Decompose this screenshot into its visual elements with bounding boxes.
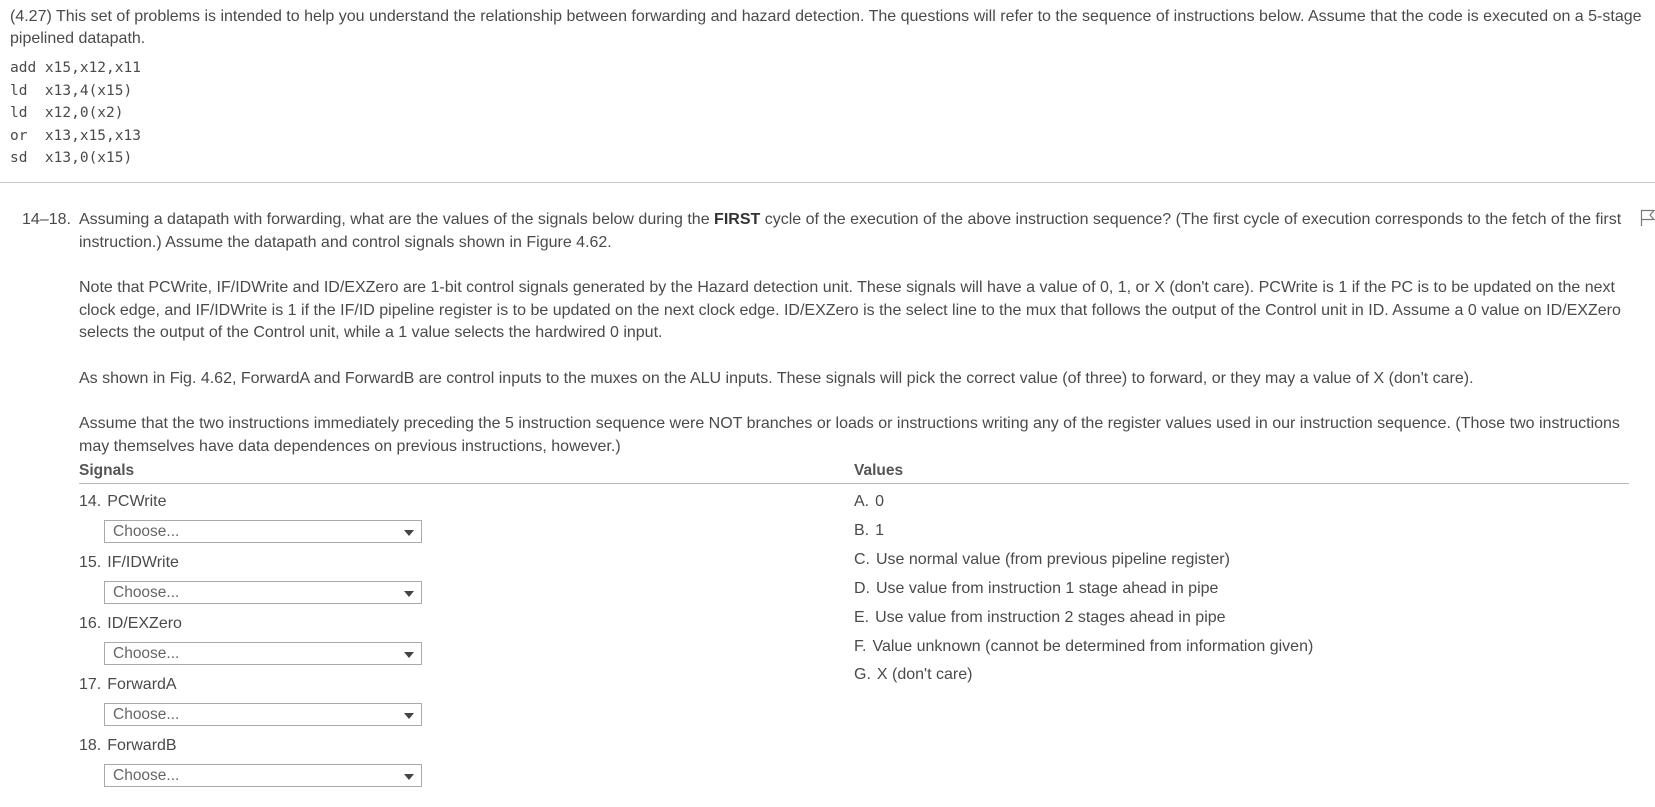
value-option xyxy=(854,665,972,685)
signal-pcwrite xyxy=(79,492,180,540)
question-paragraph-1: Assuming a datapath with forwarding, what are the values of the signals below during the FIRST cycle of the execution of the above instruction sequence? (The first cycle of execution corresponds to the fetch of the first instruction.) Assume the datapath and control signals shown in Figure 4.62. xyxy=(79,211,1622,251)
select-placeholder: Choose... xyxy=(113,584,180,601)
value-text: X (don't care) xyxy=(876,666,973,683)
question-paragraph-3: As shown in Fig. 4.62, ForwardA and ForwardB are control inputs to the muxes on the ALU inputs. These signals will pick the correct value (of three) to forward, or they may a value of X (don't care). xyxy=(79,369,1474,387)
value-letter: G. xyxy=(854,666,871,683)
value-letter: C. xyxy=(854,551,870,568)
problem-intro: (4.27) This set of problems is intended to help you understand the relationship between forwarding and hazard detection. The questions will refer to the sequence of instructions below. Assume that the code is executed on a 5-stage pipelined datapath. xyxy=(10,8,1642,47)
signal-forwardb xyxy=(79,736,180,784)
pcwrite-select[interactable] xyxy=(104,520,422,543)
value-option xyxy=(854,521,884,541)
value-text: Value unknown (cannot be determined from information given) xyxy=(872,638,1314,655)
signal-ifidwrite xyxy=(79,553,180,601)
signal-number: 17. xyxy=(79,676,102,693)
signal-number: 16. xyxy=(79,615,102,632)
values-header: Values xyxy=(854,462,904,479)
value-option xyxy=(854,492,884,512)
code-line: ld x12,0(x2) xyxy=(10,105,124,122)
chevron-down-icon xyxy=(404,591,414,597)
code-block xyxy=(10,57,141,170)
value-letter: A. xyxy=(854,493,870,510)
value-letter: E. xyxy=(854,609,870,626)
chevron-down-icon xyxy=(404,774,414,780)
code-line: sd x13,0(x15) xyxy=(10,150,133,167)
question-number: 14–18. xyxy=(22,211,71,228)
value-option xyxy=(854,608,1226,628)
value-text: 1 xyxy=(875,522,885,539)
value-text: Use normal value (from previous pipeline register) xyxy=(876,551,1230,568)
value-letter: D. xyxy=(854,580,870,597)
idexzero-select[interactable] xyxy=(104,642,422,665)
select-placeholder: Choose... xyxy=(113,645,180,662)
signal-label: PCWrite xyxy=(107,493,167,510)
value-text: Use value from instruction 1 stage ahead in pipe xyxy=(876,580,1219,597)
question-paragraph-4: Assume that the two instructions immediately preceding the 5 instruction sequence were NOT branches or loads or instructions writing any of the register values used in our instruction sequence. (Those two instructions may themselves have data dependences on previous instructions, however.) xyxy=(79,415,1620,455)
value-text: Use value from instruction 2 stages ahead in pipe xyxy=(875,609,1226,626)
header-divider xyxy=(79,483,1629,484)
select-placeholder: Choose... xyxy=(113,767,180,784)
signal-number: 15. xyxy=(79,554,102,571)
signal-idexzero xyxy=(79,614,182,662)
section-divider xyxy=(0,182,1655,183)
code-line: or x13,x15,x13 xyxy=(10,127,141,144)
value-option xyxy=(854,579,1218,599)
forwarda-select[interactable] xyxy=(104,703,422,726)
value-letter: F. xyxy=(854,638,867,655)
question-body xyxy=(79,209,1624,481)
select-placeholder: Choose... xyxy=(113,706,180,723)
signal-label: ID/EXZero xyxy=(107,615,182,632)
code-line: ld x13,4(x15) xyxy=(10,82,133,99)
chevron-down-icon xyxy=(404,652,414,658)
chevron-down-icon xyxy=(404,713,414,719)
select-placeholder: Choose... xyxy=(113,523,180,540)
emphasis-first: FIRST xyxy=(714,211,761,228)
forwardb-select[interactable] xyxy=(104,764,422,787)
signals-header: Signals xyxy=(79,462,135,479)
signal-forwarda xyxy=(79,675,180,723)
signal-number: 14. xyxy=(79,493,102,510)
value-letter: B. xyxy=(854,522,870,539)
signal-number: 18. xyxy=(79,737,102,754)
value-text: 0 xyxy=(875,493,885,510)
code-line: add x15,x12,x11 xyxy=(10,60,141,76)
signal-label: IF/IDWrite xyxy=(107,554,179,571)
value-option xyxy=(854,550,1230,570)
signal-label: ForwardA xyxy=(107,676,177,693)
question-paragraph-2: Note that PCWrite, IF/IDWrite and ID/EXZero are 1-bit control signals generated by the Hazard detection unit. These signals will have a value of 0, 1, or X (don't care). PCWrite is 1 if the PC is to be updated on the next clock edge, and IF/IDWrite is 1 if the IF/ID pipeline register is to be updated on the next clock edge. ID/EXZero is the select line to the mux that follows the output of the Control unit in ID. Assume a 0 value on ID/EXZero selects the output of the Control unit, while a 1 value selects the hardwired 0 input. xyxy=(79,279,1621,341)
value-option xyxy=(854,637,1313,657)
signal-label: ForwardB xyxy=(107,737,177,754)
chevron-down-icon xyxy=(404,530,414,536)
ifidwrite-select[interactable] xyxy=(104,581,422,604)
flag-icon[interactable] xyxy=(1640,209,1655,227)
